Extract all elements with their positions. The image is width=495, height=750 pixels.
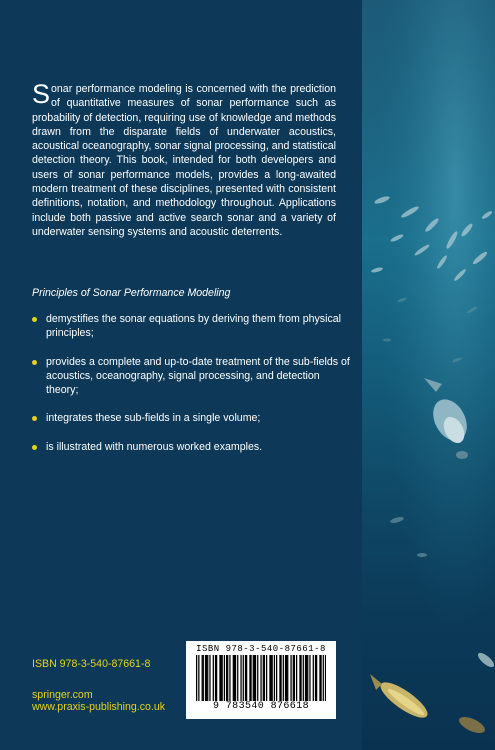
barcode-bar: [219, 655, 220, 701]
barcode-isbn-label: ISBN 978-3-540-87661-8: [196, 644, 326, 654]
barcode-bar: [243, 655, 244, 701]
feature-list: [32, 312, 352, 468]
barcode-bar: [286, 655, 287, 701]
barcode-bar: [299, 655, 300, 701]
barcode-bar: [320, 655, 321, 701]
barcode-bar: [276, 655, 277, 701]
barcode-bar: [196, 655, 197, 701]
book-description-text: onar performance modeling is concerned with the prediction of quantitative measures of sonar performance such as probability of detection, requiring use of knowledge and methods drawn from the disparate fields of underwater acoustics, acoustical oceanography, sonar signal processing, and statistical detection theory. This book, intended for both developers and users of sonar performance models, provides a long-awaited modern treatment of these disciplines, presented with consistent definitions, notation, and methodology throughout. Applications include both passive and active search sonar and a variety of underwater sensing systems and acoustic deterrents.: [32, 83, 336, 238]
barcode-bar: [215, 655, 216, 701]
barcode-bar: [240, 655, 241, 701]
yellow-bullet-icon: [32, 317, 37, 322]
barcode-bar: [205, 655, 206, 701]
barcode-bar: [216, 655, 217, 701]
barcode-bar: [270, 655, 271, 701]
fish-school-illustration: [362, 0, 495, 750]
barcode-bar: [309, 655, 310, 701]
barcode-bar: [294, 655, 295, 701]
barcode: [186, 641, 336, 719]
barcode-bar: [279, 655, 280, 701]
barcode-bar: [209, 655, 210, 701]
feature-item: [32, 355, 352, 398]
barcode-bar: [266, 655, 267, 701]
barcode-bar: [283, 655, 284, 701]
barcode-bar: [227, 655, 228, 701]
barcode-bar: [257, 655, 258, 701]
barcode-bar: [280, 655, 281, 701]
barcode-bar: [272, 655, 273, 701]
barcode-bar: [287, 655, 288, 701]
yellow-bullet-icon: [32, 445, 37, 450]
barcode-bar: [307, 655, 308, 701]
barcode-bar: [220, 655, 221, 701]
barcode-bar: [293, 655, 294, 701]
isbn-label: ISBN 978-3-540-87661-8: [32, 658, 151, 670]
barcode-bar: [306, 655, 307, 701]
barcode-bar: [254, 655, 255, 701]
barcode-bars-icon: [196, 655, 326, 701]
barcode-bar: [224, 655, 225, 701]
barcode-bar: [198, 655, 199, 701]
barcode-bar: [315, 655, 316, 701]
barcode-bar: [296, 655, 297, 701]
barcode-bar: [234, 655, 235, 701]
barcode-bar: [319, 655, 320, 701]
feature-text: provides a complete and up-to-date treatment of the sub-fields of acoustics, oceanography, signal processing, and detection theory;: [46, 355, 350, 397]
barcode-bar: [246, 655, 247, 701]
barcode-bar: [323, 655, 324, 701]
barcode-bar: [290, 655, 291, 701]
barcode-bar: [313, 655, 314, 701]
barcode-bar: [253, 655, 254, 701]
barcode-bar: [305, 655, 306, 701]
barcode-bar: [207, 655, 208, 701]
book-description: [32, 79, 336, 239]
barcode-bar: [222, 655, 223, 701]
barcode-bar: [250, 655, 251, 701]
barcode-bar: [237, 655, 238, 701]
barcode-bar: [260, 655, 261, 701]
barcode-bar: [245, 655, 246, 701]
barcode-bar: [303, 655, 304, 701]
feature-item: [32, 411, 352, 425]
barcode-bar: [249, 655, 250, 701]
barcode-bar: [206, 655, 207, 701]
barcode-bar: [325, 655, 326, 701]
barcode-bar: [300, 655, 301, 701]
feature-text: demystifies the sonar equations by deriving them from physical principles;: [46, 313, 342, 340]
book-title-italic: Principles of Sonar Performance Modeling: [32, 287, 231, 299]
feature-item: [32, 312, 352, 341]
feature-text: is illustrated with numerous worked examples.: [46, 440, 263, 453]
barcode-bar: [233, 655, 234, 701]
barcode-bar: [229, 655, 230, 701]
barcode-bar: [235, 655, 236, 701]
barcode-bar: [269, 655, 270, 701]
barcode-digits: 9 783540 876618: [212, 701, 309, 712]
barcode-bar: [264, 655, 265, 701]
barcode-bar: [226, 655, 227, 701]
barcode-bar: [202, 655, 203, 701]
publisher-link-praxis[interactable]: www.praxis-publishing.co.uk: [32, 701, 166, 713]
barcode-bar: [213, 655, 214, 701]
barcode-bar: [285, 655, 286, 701]
barcode-bar: [316, 655, 317, 701]
yellow-bullet-icon: [32, 360, 37, 365]
feature-text: integrates these sub-fields in a single volume;: [46, 412, 261, 425]
barcode-bar: [263, 655, 264, 701]
underwater-fish-photo: [362, 0, 495, 750]
yellow-bullet-icon: [32, 416, 37, 421]
barcode-bar: [274, 655, 275, 701]
barcode-bar: [255, 655, 256, 701]
barcode-bar: [203, 655, 204, 701]
drop-cap-letter: S: [32, 79, 51, 109]
publisher-link-springer[interactable]: springer.com: [32, 689, 93, 701]
feature-item: [32, 440, 352, 454]
